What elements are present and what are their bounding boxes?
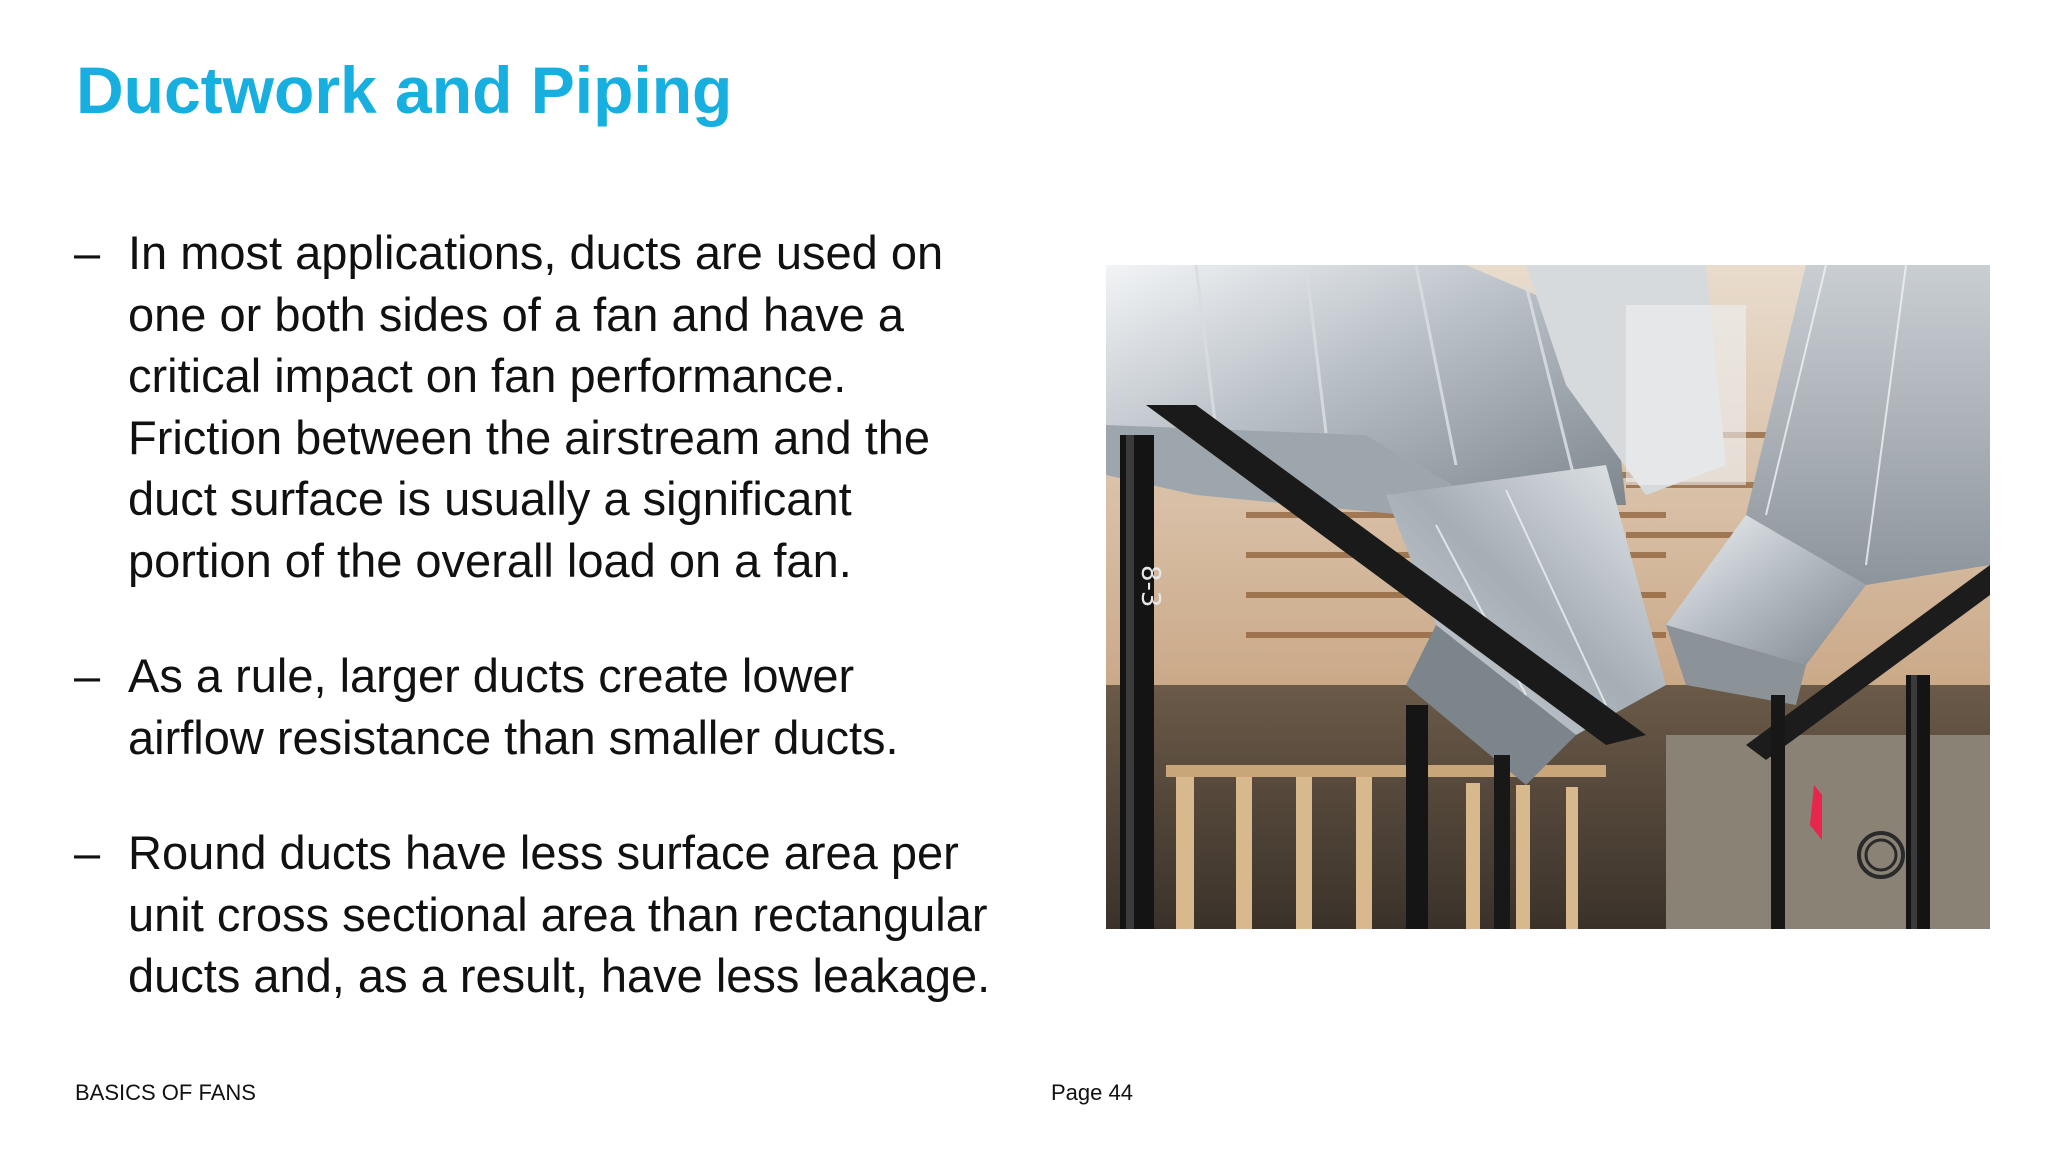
footer-course-label: BASICS OF FANS <box>75 1080 256 1105</box>
pipe-handwritten-mark: 8-3 <box>1135 565 1165 608</box>
bullet-item <box>74 645 1084 768</box>
bullet-text: As a rule, larger ducts create lower airflow resistance than smaller ducts. <box>128 649 899 764</box>
footer-page-number: Page 44 <box>1051 1080 1133 1105</box>
bullet-marker: – <box>74 226 101 279</box>
bullet-marker: – <box>74 826 101 879</box>
bullet-marker: – <box>74 649 101 702</box>
bullet-item <box>74 222 1084 591</box>
ductwork-illustration <box>1106 265 1990 929</box>
ductwork-photo <box>1106 265 1990 929</box>
slide-title: Ductwork and Piping <box>76 53 733 127</box>
bullet-list <box>74 222 1084 1007</box>
bullet-item <box>74 822 1084 1007</box>
bullet-text: In most applications, ducts are used on one or both sides of a fan and have a critical impact on fan performance. Friction between the airstream and the duct surface is usually a significant portion of the overall load on a fan. <box>128 226 944 587</box>
bullet-text: Round ducts have less surface area per unit cross sectional area than rectangular ducts and, as a result, have less leakage. <box>128 826 991 1002</box>
